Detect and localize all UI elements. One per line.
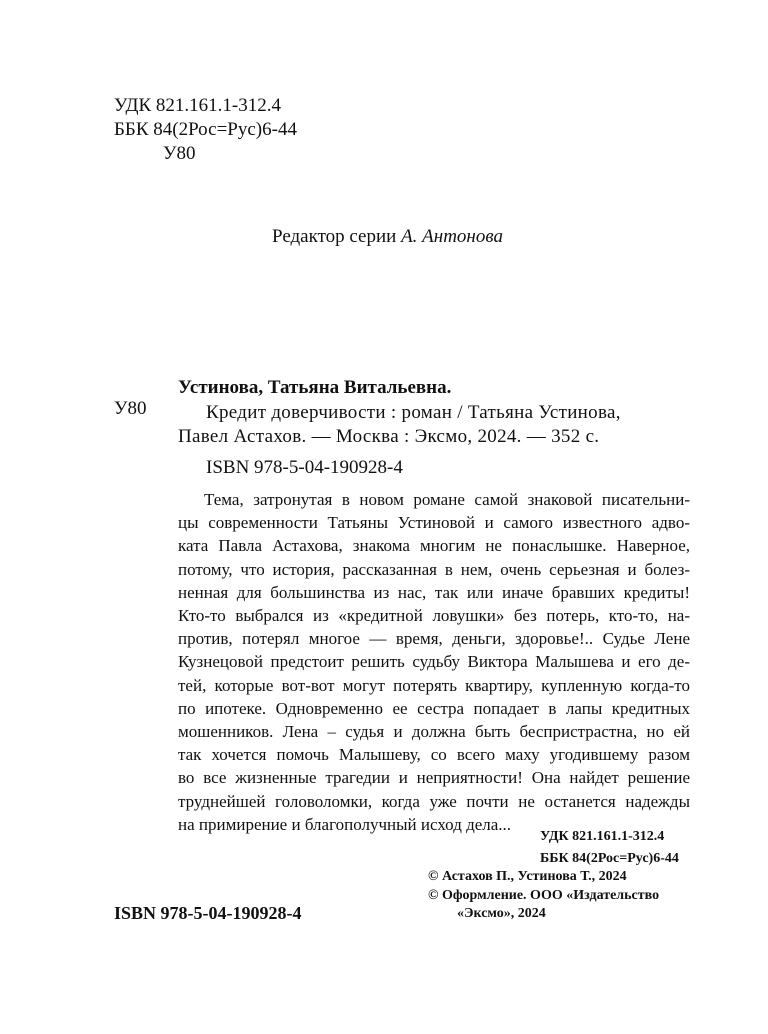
annotation-line: цы современности Татьяны Устиновой и самого известного адво-: [178, 513, 690, 533]
annotation-line: так хочется помочь Малышеву, со всего маху угодившему разом: [178, 745, 690, 765]
annotation-line: против, потерял многое — время, деньги, здоровье!.. Судье Лене: [178, 629, 690, 649]
annotation-line: Кто-то выбрался из «кредитной ловушки» без потерь, кто-то, на-: [178, 606, 690, 626]
cutter-code: У80: [163, 143, 196, 164]
annotation-line: тей, которые вот-вот могут потерять квартиру, купленную когда-то: [178, 675, 690, 695]
annotation-line: Тема, затронутая в новом романе самой знаковой писательни-: [204, 490, 690, 509]
author-heading: Устинова, Татьяна Витальевна.: [178, 377, 452, 398]
copyright-authors: © Астахов П., Устинова Т., 2024: [428, 869, 627, 884]
bib-title-line-2: Павел Астахов. — Москва : Эксмо, 2024. — 352 с.: [178, 426, 600, 447]
annotation-line: труднейшей головоломки, когда уже почти не останется надежды: [178, 791, 690, 811]
annotation-line: ненная для большинства из нас, так или иначе бравших кредиты!: [178, 582, 690, 602]
annotation-line: ката Павла Астахова, знакома многим не понаслышке. Наверное,: [178, 536, 690, 556]
annotation-line: Кузнецовой предстоит решить судьбу Виктора Малышева и его де-: [178, 652, 690, 672]
copyright-publisher: «Эксмо», 2024: [457, 906, 546, 921]
series-editor-label: Редактор серии: [272, 226, 397, 247]
bbk-code: ББК 84(2Рос=Рус)6-44: [114, 119, 297, 140]
series-editor-name: А. Антонова: [401, 226, 503, 247]
isbn-bottom: ISBN 978-5-04-190928-4: [114, 903, 302, 923]
bib-isbn: ISBN 978-5-04-190928-4: [206, 457, 403, 478]
bottom-bbk-code: ББК 84(2Рос=Рус)6-44: [540, 851, 679, 866]
bib-title-line-1: Кредит доверчивости : роман / Татьяна Устинова,: [206, 402, 621, 423]
bottom-udk-code: УДК 821.161.1-312.4: [540, 829, 665, 844]
annotation-line: во все жизненные трагедии и неприятности! Она найдет решение: [178, 768, 690, 788]
bib-cutter-code: У80: [114, 398, 147, 419]
annotation-paragraph: [178, 488, 690, 836]
annotation-line: потому, что история, рассказанная в нем, очень серьезная и болез-: [178, 559, 690, 579]
copyright-design: © Оформление. ООО «Издательство: [428, 888, 660, 903]
annotation-line: мошенников. Лена – судья и должна быть беспристрастна, но ей: [178, 722, 690, 742]
annotation-line: по ипотеке. Одновременно ее сестра попадает в лапы кредитных: [178, 698, 690, 718]
annotation-line: на примирение и благополучный исход дела...: [178, 814, 512, 834]
udk-code: УДК 821.161.1-312.4: [114, 95, 281, 116]
series-editor: [272, 225, 503, 249]
